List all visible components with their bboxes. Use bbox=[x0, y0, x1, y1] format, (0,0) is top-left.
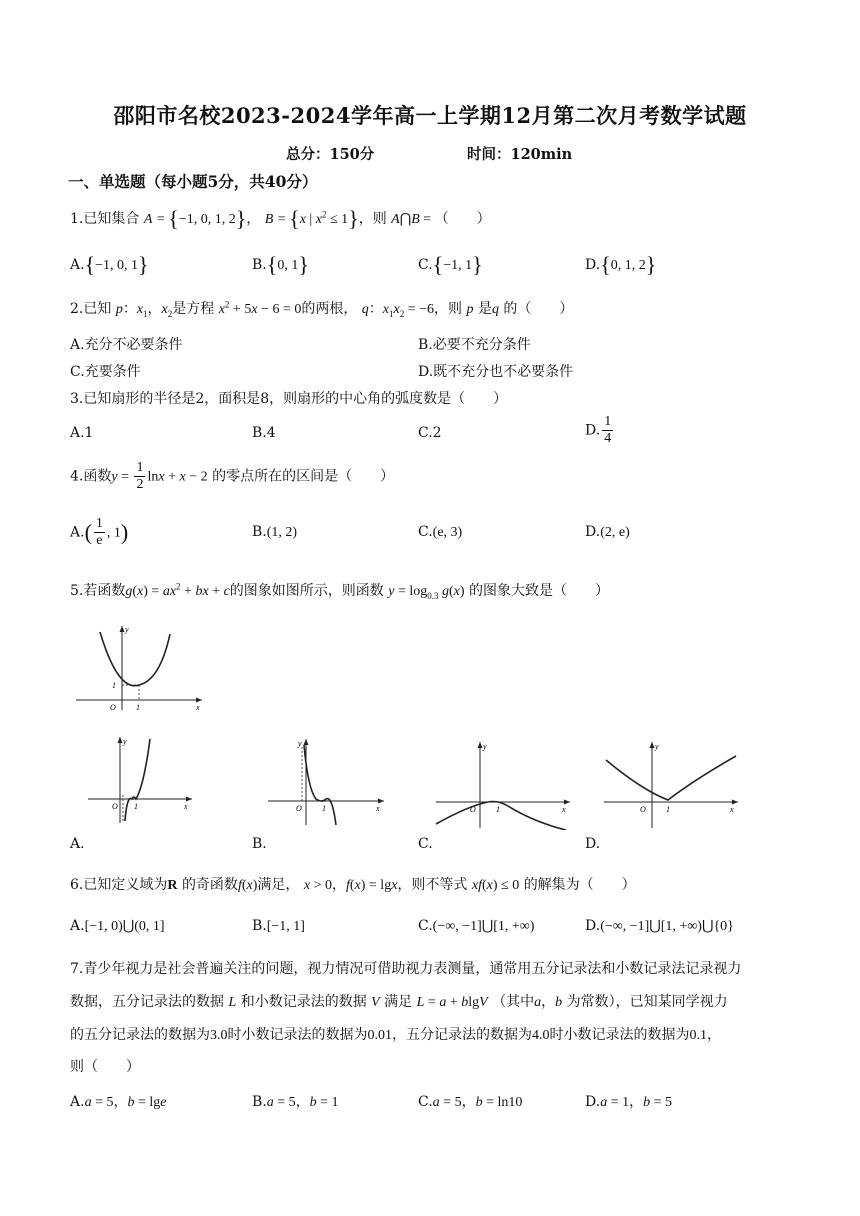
q1-option-b[interactable]: B.{0, 1} bbox=[252, 252, 309, 277]
question-7-line-3: 的五分记录法的数据为3.0时小数记录法的数据为0.01，五分记录法的数据为4.0时小数记录法的数据为0.1， bbox=[70, 1027, 721, 1043]
g-parabola-curve bbox=[100, 632, 170, 686]
q5-graph-a bbox=[86, 735, 196, 825]
g-y-label: y bbox=[125, 625, 129, 634]
q5-option-c[interactable]: C. bbox=[418, 836, 433, 852]
q5-option-d[interactable]: D. bbox=[585, 836, 601, 852]
q6-option-a[interactable]: A.[−1, 0)⋃(0, 1] bbox=[70, 918, 165, 934]
q5-graph-b bbox=[266, 737, 388, 827]
q5-graph-d bbox=[602, 740, 742, 830]
q1-option-a[interactable]: A.{−1, 0, 1} bbox=[70, 252, 149, 277]
q3-option-d[interactable]: D. $\frac{1}{4}$ bbox=[585, 414, 612, 446]
q4-option-b[interactable]: B.(1, 2) bbox=[252, 524, 298, 540]
q5-option-a[interactable]: A. bbox=[70, 836, 85, 852]
question-4: 4.函数y = $\frac{1}{2}$ lnx + x − 2 的零点所在的区间是（ ） bbox=[70, 460, 395, 492]
question-2: 2.已知 p：$x_1$，$x_2$是方程 $x^2 + 5x - 6 = 0$的两根， q：$x_1x_2 = -6$，则 p 是q 的（ ） bbox=[70, 299, 574, 319]
c-origin-label: O bbox=[470, 805, 476, 814]
q2-option-d[interactable]: D.既不充分也不必要条件 bbox=[418, 364, 574, 380]
d-x-tick-1: 1 bbox=[666, 805, 670, 814]
g-y-tick-1: 1 bbox=[112, 681, 116, 690]
q7-option-d[interactable]: D.a = 1，b = 5 bbox=[585, 1094, 672, 1110]
d-x-label: x bbox=[730, 805, 734, 814]
d-y-label: y bbox=[655, 742, 659, 751]
b-x-label: x bbox=[376, 804, 380, 813]
a-y-label: y bbox=[123, 737, 127, 746]
a-x-tick-1: 1 bbox=[134, 802, 138, 811]
q1-option-d[interactable]: D.{0, 1, 2} bbox=[585, 252, 657, 277]
q6-option-c[interactable]: C.(−∞, −1]⋃[1, +∞) bbox=[418, 918, 535, 934]
q7-option-a[interactable]: A.a = 5，b = lge bbox=[70, 1094, 167, 1110]
q5-option-b[interactable]: B. bbox=[252, 836, 267, 852]
c-x-tick-1: 1 bbox=[496, 805, 500, 814]
q3-option-b[interactable]: B.4 bbox=[252, 425, 276, 441]
question-7-line-4: 则（ ） bbox=[70, 1059, 140, 1075]
q4-option-c[interactable]: C.(e, 3) bbox=[418, 524, 463, 540]
g-x-tick-1: 1 bbox=[136, 703, 140, 712]
q7-option-b[interactable]: B.a = 5，b = 1 bbox=[252, 1094, 339, 1110]
g-function-graph bbox=[74, 622, 206, 712]
q6-option-d[interactable]: D.(−∞, −1]⋃[1, +∞)⋃{0} bbox=[585, 918, 734, 934]
question-3: 3.已知扇形的半径是2，面积是8，则扇形的中心角的弧度数是（ ） bbox=[70, 391, 508, 407]
exam-time: 时间：120min bbox=[467, 146, 573, 163]
b-x-tick-1: 1 bbox=[322, 804, 326, 813]
c-x-label: x bbox=[562, 805, 566, 814]
q4-option-a[interactable]: A.( $\frac{1}{e}$ , 1) bbox=[70, 516, 129, 548]
g-x-label: x bbox=[196, 703, 200, 712]
g-origin-label: O bbox=[110, 703, 116, 712]
b-y-label: y bbox=[298, 739, 302, 748]
question-5: 5.若函数$g(x) = ax^2$ + bx + c的图象如图所示，则函数 $y = \log_{0.3} g(x)$ 的图象大致是（ ） bbox=[70, 581, 610, 601]
a-x-label: x bbox=[184, 802, 188, 811]
q2-option-a[interactable]: A.充分不必要条件 bbox=[70, 337, 183, 353]
q3-option-a[interactable]: A.1 bbox=[70, 425, 94, 441]
c-y-label: y bbox=[483, 742, 487, 751]
q1-option-c[interactable]: C.{−1, 1} bbox=[418, 252, 483, 277]
q2-option-c[interactable]: C.充要条件 bbox=[70, 364, 141, 380]
d-origin-label: O bbox=[640, 805, 646, 814]
question-7-line-1: 7.青少年视力是社会普遍关注的问题，视力情况可借助视力表测量，通常用五分记录法和小数记录法记录视力 bbox=[70, 961, 742, 977]
question-7-line-2: 数据，五分记录法的数据 L 和小数记录法的数据 V 满足 L = a + blgV （其中a，b 为常数），已知某同学视力 bbox=[70, 994, 728, 1010]
total-score: 总分：150分 bbox=[286, 146, 375, 163]
q4-option-d[interactable]: D.(2, e) bbox=[585, 524, 630, 540]
question-6: 6.已知定义域为R 的奇函数f(x)满足， x > 0，f(x) = lgx，则不等式 xf(x) ≤ 0 的解集为（ ） bbox=[70, 877, 636, 893]
question-1: 1.已知集合 A = {−1, 0, 1, 2}， B = {x | $x^2 \le 1$}，则 A⋂B = （ ） bbox=[70, 206, 491, 231]
q5-graph-c bbox=[434, 740, 574, 830]
q3-option-c[interactable]: C.2 bbox=[418, 425, 442, 441]
b-origin-label: O bbox=[296, 804, 302, 813]
q2-option-b[interactable]: B.必要不充分条件 bbox=[418, 337, 531, 353]
section-heading: 一、单选题（每小题5分，共40分） bbox=[68, 172, 318, 191]
page-title: 邵阳市名校2023-2024学年高一上学期12月第二次月考数学试题 bbox=[113, 103, 747, 128]
a-origin-label: O bbox=[112, 802, 118, 811]
q7-option-c[interactable]: C.a = 5，b = ln10 bbox=[418, 1094, 523, 1110]
q6-option-b[interactable]: B.[−1, 1] bbox=[252, 918, 305, 934]
